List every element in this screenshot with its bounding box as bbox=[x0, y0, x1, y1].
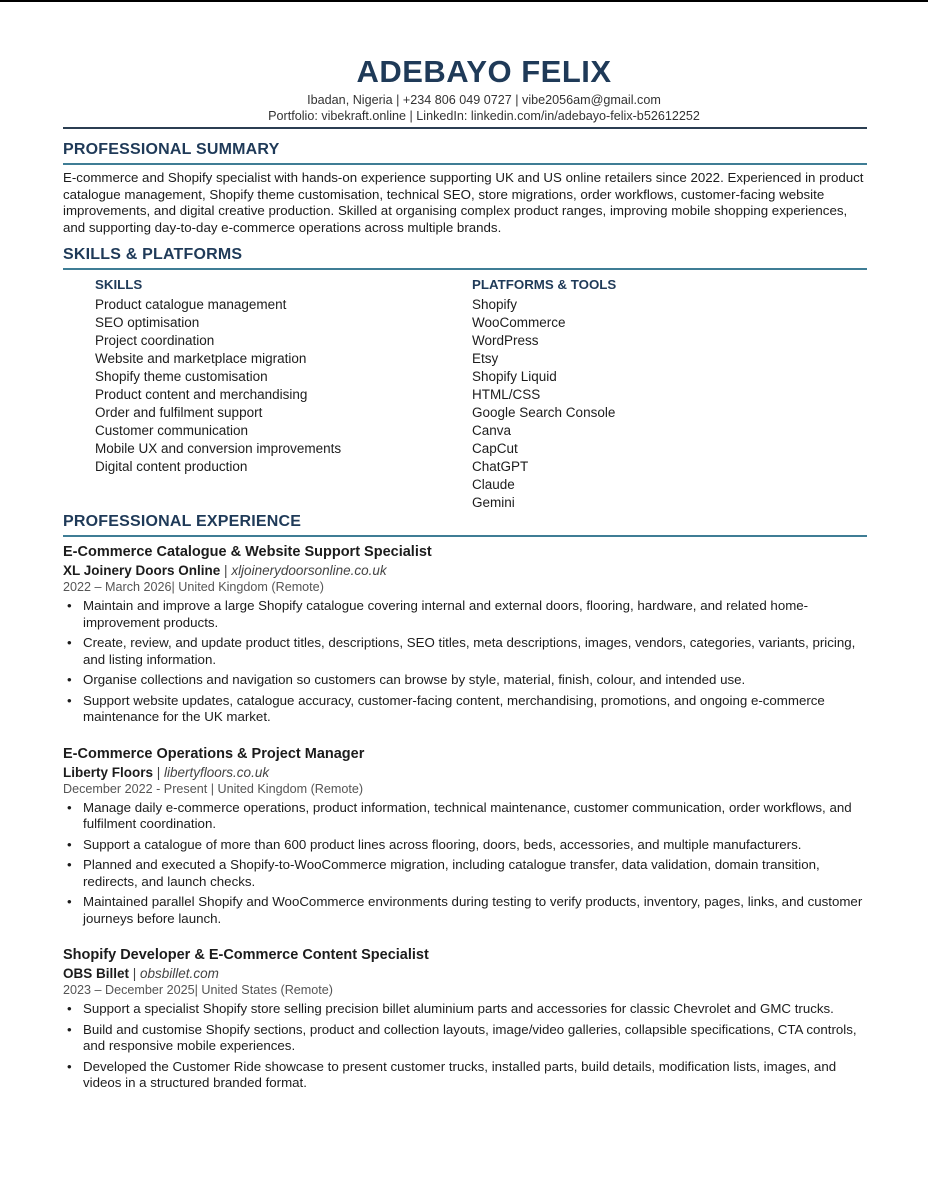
summary-text: E-commerce and Shopify specialist with hands-on experience supporting UK and US online retailers since 2022. Experienced in product catalogue management, Shopify theme customisation, technical SEO, store migrations, order workflows, customer-facing website improvements, and digital creative production. Skilled at organising complex product ranges, improving mobile shopping experiences, and supporting day-to-day e-commerce operations across multiple brands. bbox=[63, 170, 864, 235]
tool-item: Google Search Console bbox=[472, 405, 616, 420]
tool-item: WooCommerce bbox=[472, 315, 566, 330]
company-separator: | bbox=[129, 966, 141, 981]
company-website: libertyfloors.co.uk bbox=[164, 764, 270, 780]
job-title: E-Commerce Catalogue & Website Support Specialist bbox=[63, 544, 432, 560]
bullet-item: • Maintained parallel Shopify and WooCommerce environments during testing to verify products, inventory, pages, links, and customer journeys before launch. bbox=[63, 894, 867, 927]
candidate-name: ADEBAYO FELIX bbox=[356, 54, 612, 89]
tools-column-heading: PLATFORMS & TOOLS bbox=[472, 277, 617, 292]
company-website: obsbillet.com bbox=[140, 966, 219, 981]
job-bullets bbox=[63, 598, 867, 726]
contact-line-2: Portfolio: vibekraft.online | LinkedIn: linkedin.com/in/adebayo-felix-b52612252 bbox=[268, 109, 700, 123]
header-divider bbox=[63, 127, 867, 129]
tool-item: HTML/CSS bbox=[472, 387, 541, 402]
summary-heading: PROFESSIONAL SUMMARY bbox=[63, 141, 280, 158]
tool-item: CapCut bbox=[472, 441, 518, 456]
tools-column bbox=[472, 276, 616, 512]
contact-line-1: Ibadan, Nigeria | +234 806 049 0727 | vibe2056am@gmail.com bbox=[307, 93, 661, 107]
tool-item: ChatGPT bbox=[472, 459, 529, 474]
skills-column-heading: SKILLS bbox=[95, 277, 143, 292]
bullet-item: • Planned and executed a Shopify-to-WooCommerce migration, including catalogue transfer, data validation, domain transition, redirects, and launch checks. bbox=[63, 857, 867, 890]
skill-item: Product catalogue management bbox=[95, 297, 287, 312]
bullet-item: • Build and customise Shopify sections, product and collection layouts, image/video galleries, collapsible specifications, CTA controls, and responsive mobile experiences. bbox=[63, 1022, 867, 1055]
skill-item: Mobile UX and conversion improvements bbox=[95, 441, 342, 456]
bullet-item: • Maintain and improve a large Shopify catalogue covering internal and external doors, flooring, hardware, and related home-improvement products. bbox=[63, 598, 867, 631]
bullet-item: • Support a catalogue of more than 600 product lines across flooring, doors, beds, accessories, and multiple manufacturers. bbox=[63, 837, 867, 854]
skills-heading: SKILLS & PLATFORMS bbox=[63, 246, 243, 263]
job-bullets bbox=[63, 1001, 867, 1092]
skill-item: SEO optimisation bbox=[95, 315, 200, 330]
company-name: XL Joinery Doors Online bbox=[63, 563, 221, 578]
company-line bbox=[63, 764, 867, 781]
job-bullets bbox=[63, 800, 867, 928]
tool-item: Canva bbox=[472, 423, 512, 438]
summary-section bbox=[63, 140, 867, 236]
skills-divider bbox=[63, 268, 867, 270]
resume-page bbox=[63, 0, 867, 1096]
tool-item: Claude bbox=[472, 477, 515, 492]
resume-header bbox=[63, 54, 867, 124]
company-separator: | bbox=[153, 764, 165, 780]
experience-heading: PROFESSIONAL EXPERIENCE bbox=[63, 513, 302, 530]
bullet-item: • Manage daily e-commerce operations, product information, technical maintenance, customer communication, order workflows, and fulfilment coordination. bbox=[63, 800, 867, 833]
skill-item: Project coordination bbox=[95, 333, 215, 348]
skill-item: Website and marketplace migration bbox=[95, 351, 307, 366]
tool-item: Etsy bbox=[472, 351, 499, 366]
bullet-item: • Organise collections and navigation so customers can browse by style, material, finish, colour, and intended use. bbox=[63, 672, 867, 689]
company-separator: | bbox=[220, 563, 232, 578]
bullet-item: • Support a specialist Shopify store selling precision billet aluminium parts and accessories for classic Chevrolet and GMC trucks. bbox=[63, 1001, 867, 1018]
bullet-item: • Create, review, and update product titles, descriptions, SEO titles, meta descriptions, images, vendors, categories, variants, pricing, and listing information. bbox=[63, 635, 867, 668]
job-dates: 2023 – December 2025| United States (Remote) bbox=[63, 983, 333, 997]
summary-divider bbox=[63, 163, 867, 165]
tool-item: WordPress bbox=[472, 333, 539, 348]
company-line bbox=[63, 965, 867, 982]
company-name: Liberty Floors bbox=[63, 764, 154, 780]
skill-item: Order and fulfilment support bbox=[95, 405, 263, 420]
job-title: E-Commerce Operations & Project Manager bbox=[63, 745, 365, 762]
job-dates: 2022 – March 2026| United Kingdom (Remote) bbox=[63, 580, 324, 594]
bullet-item: • Developed the Customer Ride showcase to present customer trucks, installed parts, build details, modification lists, images, and videos in a structured branded format. bbox=[63, 1059, 867, 1092]
company-name: OBS Billet bbox=[63, 966, 130, 981]
skill-item: Product content and merchandising bbox=[95, 387, 308, 402]
experience-divider bbox=[63, 535, 867, 537]
skill-item: Shopify theme customisation bbox=[95, 369, 268, 384]
skills-column bbox=[95, 276, 341, 476]
job-entry bbox=[63, 946, 867, 1092]
tool-item: Gemini bbox=[472, 495, 515, 510]
experience-section bbox=[63, 512, 867, 1092]
job-dates: December 2022 - Present | United Kingdom (Remote) bbox=[63, 781, 364, 796]
job-entry bbox=[63, 745, 867, 928]
skill-item: Customer communication bbox=[95, 423, 249, 438]
job-title: Shopify Developer & E-Commerce Content Specialist bbox=[63, 947, 429, 963]
company-line bbox=[63, 562, 867, 579]
tool-item: Shopify bbox=[472, 297, 518, 312]
skills-section bbox=[63, 245, 867, 510]
tool-item: Shopify Liquid bbox=[472, 369, 557, 384]
skill-item: Digital content production bbox=[95, 459, 248, 474]
company-website: xljoinerydoorsonline.co.uk bbox=[231, 563, 387, 578]
job-entry bbox=[63, 543, 867, 726]
bullet-item: • Support website updates, catalogue accuracy, customer-facing content, merchandising, promotions, and ongoing e-commerce maintenance for the UK market. bbox=[63, 693, 867, 726]
skills-grid bbox=[63, 276, 867, 510]
